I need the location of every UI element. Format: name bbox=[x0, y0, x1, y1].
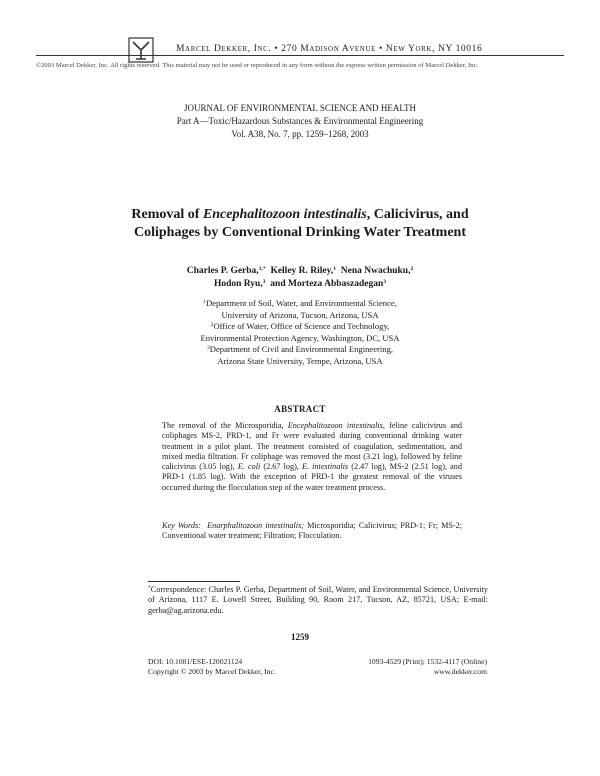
abstract-organism: E. coli bbox=[237, 462, 261, 472]
affil-text: Arizona State University, Tempe, Arizona, USA bbox=[217, 355, 383, 366]
copyright-notice: ©2003 Marcel Dekker, Inc. All rights reserved. This material may not be used or reproduced in any form without the express written permission of Marcel Dekker, Inc. bbox=[36, 62, 479, 69]
journal-part: Part A—Toxic/Hazardous Substances & Environmental Engineering bbox=[176, 116, 424, 126]
abstract-organism: E. intestinalis bbox=[301, 462, 349, 472]
title-text: Removal of bbox=[131, 207, 203, 222]
journal-name: JOURNAL OF ENVIRONMENTAL SCIENCE AND HEALTH bbox=[183, 103, 417, 113]
affiliation-1 bbox=[150, 298, 450, 321]
article-title bbox=[120, 206, 480, 242]
abstract-text: (2.47 log), MS-2 (2.51 log), and PRD-1 (1.85 log). With the exception of PRD-1 the greatest removal of the viruses occurred during the flocculation step of the water treatment process. bbox=[162, 462, 462, 492]
page-number: 1259 bbox=[291, 632, 309, 642]
affiliation-3 bbox=[150, 344, 450, 367]
footnote-text: Correspondence: Charles P. Gerba, Department of Soil, Water, and Environmental Science, University of Arizona, 1117 E. Lowell Street, Building 90, Room 217, Tucson, AZ, 85721, USA; E-mail: gerba@ag.arizona.edu. bbox=[148, 585, 488, 615]
affil-text: Office of Water, Office of Science and Technology, bbox=[213, 321, 390, 331]
author-line-1 bbox=[120, 265, 480, 278]
author-affil-mark: 1,* bbox=[258, 266, 266, 272]
affil-text: University of Arizona, Tucson, Arizona, USA bbox=[221, 309, 379, 320]
footer-right bbox=[330, 657, 487, 677]
author-name: Kelley R. Riley, bbox=[270, 266, 334, 276]
footnote-mark: * bbox=[148, 585, 151, 591]
author-line-2 bbox=[120, 278, 480, 291]
affil-text: Department of Soil, Water, and Environmental Science, bbox=[205, 298, 397, 308]
publisher-line: Marcel Dekker, Inc. • 270 Madison Avenue • New York, NY 10016 bbox=[176, 44, 483, 54]
doi: DOI: 10.1081/ESE-120021124 bbox=[148, 657, 243, 666]
correspondence-footnote bbox=[148, 585, 488, 616]
author-name: Nena Nwachuku, bbox=[340, 266, 411, 276]
author-name: and Morteza Abbaszadegan bbox=[270, 279, 384, 289]
author-name: Charles P. Gerba, bbox=[186, 266, 259, 276]
affiliation-2 bbox=[150, 321, 450, 344]
affiliations bbox=[150, 298, 450, 367]
header-rule bbox=[36, 55, 564, 56]
title-organism: Encephalitozoon intestinalis bbox=[202, 207, 367, 222]
author-list bbox=[120, 265, 480, 291]
footer-left bbox=[148, 657, 276, 677]
author-affil-mark: 3 bbox=[383, 279, 387, 285]
affil-mark: 1 bbox=[203, 299, 206, 305]
author-affil-mark: 3 bbox=[262, 279, 266, 285]
footnote-rule bbox=[148, 581, 240, 582]
keywords bbox=[162, 521, 462, 542]
author-affil-mark: 1 bbox=[333, 266, 337, 272]
abstract-body bbox=[162, 421, 462, 493]
author-name: Hodon Ryu, bbox=[213, 279, 263, 289]
abstract-text: The removal of the Microsporidia, bbox=[162, 421, 288, 430]
journal-info bbox=[0, 102, 600, 141]
title-text: , Calicivirus, and bbox=[366, 207, 469, 222]
website-link[interactable]: www.dekker.com bbox=[433, 667, 487, 676]
affil-text: Department of Civil and Environmental Engineering, bbox=[209, 344, 394, 354]
affil-mark: 3 bbox=[206, 345, 210, 351]
issn: 1093-4529 (Print); 1532-4117 (Online) bbox=[368, 657, 487, 666]
abstract-heading: ABSTRACT bbox=[274, 404, 326, 414]
keyword-organism: Enarphalitozoon intestinalis; bbox=[207, 521, 304, 530]
title-line-1 bbox=[120, 206, 480, 224]
footer-copyright: Copyright © 2003 by Marcel Dekker, Inc. bbox=[148, 667, 276, 676]
affil-text: Environmental Protection Agency, Washington, DC, USA bbox=[200, 332, 400, 343]
title-line-2: Coliphages by Conventional Drinking Water Treatment bbox=[133, 225, 466, 240]
keywords-list: Microsporidia; Calicivirus; PRD-1; Fr; MS-2; Conventional water treatment; Filtration; Flocculation. bbox=[162, 521, 462, 541]
publisher-logo-icon bbox=[128, 37, 154, 63]
abstract-organism: Encephalitozoon intestinalis bbox=[287, 421, 383, 430]
keywords-label: Key Words: bbox=[162, 521, 201, 530]
journal-volume: Vol. A38, No. 7, pp. 1259–1268, 2003 bbox=[231, 129, 369, 139]
abstract-text: , feline calicivirus and coliphages MS-2, PRD-1, and Fr were evaluated during conventional drinking water treatment in a pilot plant. The treatment consisted of coagulation, sedimentation, and mixed media filtration. Fr coliphage was removed the most (3.21 log), followed by feline calicivirus (3.05 log), bbox=[162, 421, 463, 472]
author-affil-mark: 2 bbox=[410, 266, 414, 272]
abstract-text: (2.67 log), bbox=[260, 462, 302, 472]
affil-mark: 2 bbox=[210, 322, 214, 328]
